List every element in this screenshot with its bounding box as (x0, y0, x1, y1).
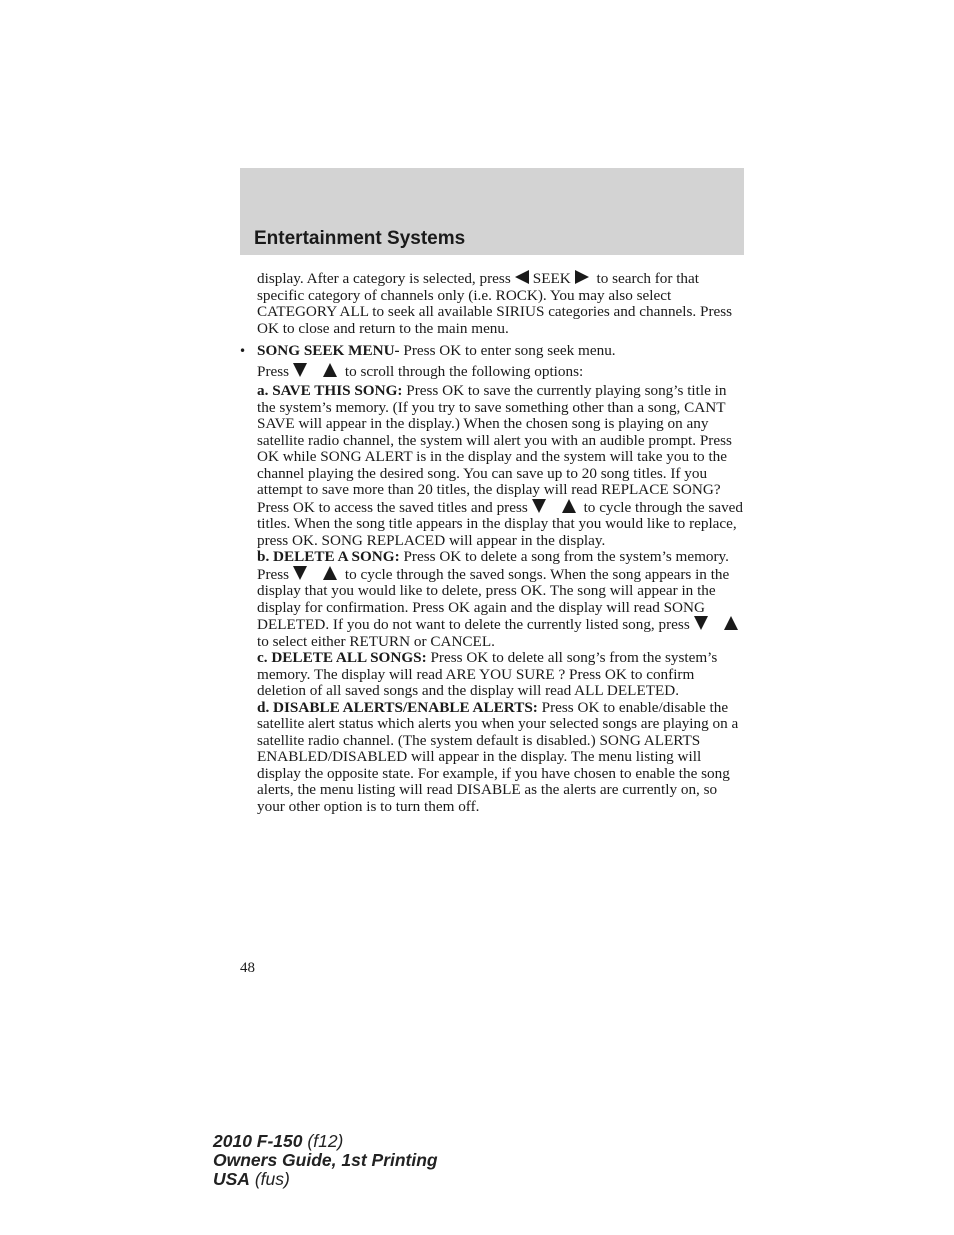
arrow-up-icon (323, 566, 337, 580)
arrow-down-icon (532, 499, 546, 513)
bullet-marker: • (239, 344, 247, 358)
arrow-up-icon (724, 616, 738, 630)
arrow-down-icon (293, 566, 307, 580)
seek-right-icon (575, 270, 589, 284)
seek-left-icon (515, 270, 529, 284)
page-number: 48 (240, 960, 255, 976)
song-seek-heading: SONG SEEK MENU- (257, 342, 400, 359)
paragraph-category: display. After a category is selected, press SEEK to search for that specific category of channels only (i.e. ROCK). You may also select CATEGORY ALL to seek all available SIRIUS categories and channels. Press OK to close and return to the main menu. (257, 270, 733, 337)
section-title: Entertainment Systems (254, 228, 466, 249)
arrow-down-icon (694, 616, 708, 630)
save-song-paragraph: a. SAVE THIS SONG: Press OK to save the currently playing song’s title in the system’s memory. (If you try to save something other than a song, CANT SAVE will appear in the display.) When the chosen song is playing on any satellite radio channel, the system will alert you with an audible prompt. Press OK while SONG ALERT is in the display and the system will take you to the channel playing the desired song. You can save up to 20 song titles. If you attempt to save more than 20 titles, the display will read REPLACE SONG? Press OK to access the saved titles and press to cycle through the saved titles. When the song title appears in the display that you would like to replace, press OK. SONG REPLACED will appear in the display. (257, 382, 743, 549)
delete-song-paragraph: b. DELETE A SONG: Press OK to delete a song from the system’s memory. Press to cycle through the saved songs. When the song appears in the display that you would like to delete, press OK. The song will appear in the display for confirmation. Press OK again and the display will read SONG DELETED. If you do not want to delete the currently listed song, press to select either RETURN or CANCEL. (257, 549, 744, 650)
delete-all-paragraph: c. DELETE ALL SONGS: Press OK to delete all song’s from the system’s memory. The display will read ARE YOU SURE ? Press OK to confirm deletion of all saved songs and the display will read ALL DELETED. (257, 649, 718, 699)
footer-imprint: 2010 F-150 (f12) Owners Guide, 1st Printing USA (fus) (213, 1131, 438, 1189)
alerts-paragraph: d. DISABLE ALERTS/ENABLE ALERTS: Press OK to enable/disable the satellite alert status which alerts you when your selected songs are playing on a satellite radio channel. (The system default is disabled.) SONG ALERTS ENABLED/DISABLED will appear in the display. The menu listing will display the opposite state. For example, if you have chosen to enable the song alerts, the menu listing will read DISABLE as the alerts are currently on, so your other option is to turn them off. (257, 698, 739, 815)
arrow-up-icon (323, 363, 337, 377)
page-body (239, 270, 744, 815)
song-seek-menu-item: • SONG SEEK MENU- Press OK to enter song seek menu. Press to scroll through the following options: a. SAVE THIS SONG: Press OK to save the currently playing song’s title in the system’s memory. (If you try to save something other than a song, CANT SAVE will appear in the display.) When the chosen song is playing on any satellite radio channel, the system will alert you with an audible prompt. Press OK while SONG ALERT is in the display and the system will take you to the channel playing the desired song. You can save up to 20 song titles. If you attempt to save more than 20 titles, the display will read REPLACE SONG? Press OK to access the saved titles and press to cycle through the saved titles. When the song title appears in the display that you would like to replace, press OK. SONG REPLACED will appear in the display. b. DELETE A SONG: Press OK to delete a song from the system’s memory. Press to cycle through the saved songs. When the song appears in the display that you would like to delete, press OK. The song will appear in the display for confirmation. Press OK again and the display will read SONG DELETED. If you do not want to delete the currently listed song, press to select either RETURN or CANCEL. c. DELETE ALL SONGS: Press OK to delete all song’s from the system’s memory. The display will read ARE YOU SURE ? Press OK to confirm deletion of all saved songs and the display will read ALL DELETED. d. DISABLE ALERTS/ENABLE ALERTS: Press OK to enable/disable the satellite alert status which alerts you when your selected songs are playing on a satellite radio channel. (The system default is disabled.) SONG ALERTS ENABLED/DISABLED will appear in the display. The menu listing will display the opposite state. For example, if you have chosen to enable the song alerts, the menu listing will read DISABLE as the alerts are currently on, so your other option is to turn them off. (239, 342, 743, 815)
arrow-down-icon (293, 363, 307, 377)
section-header (240, 168, 744, 255)
arrow-up-icon (562, 499, 576, 513)
